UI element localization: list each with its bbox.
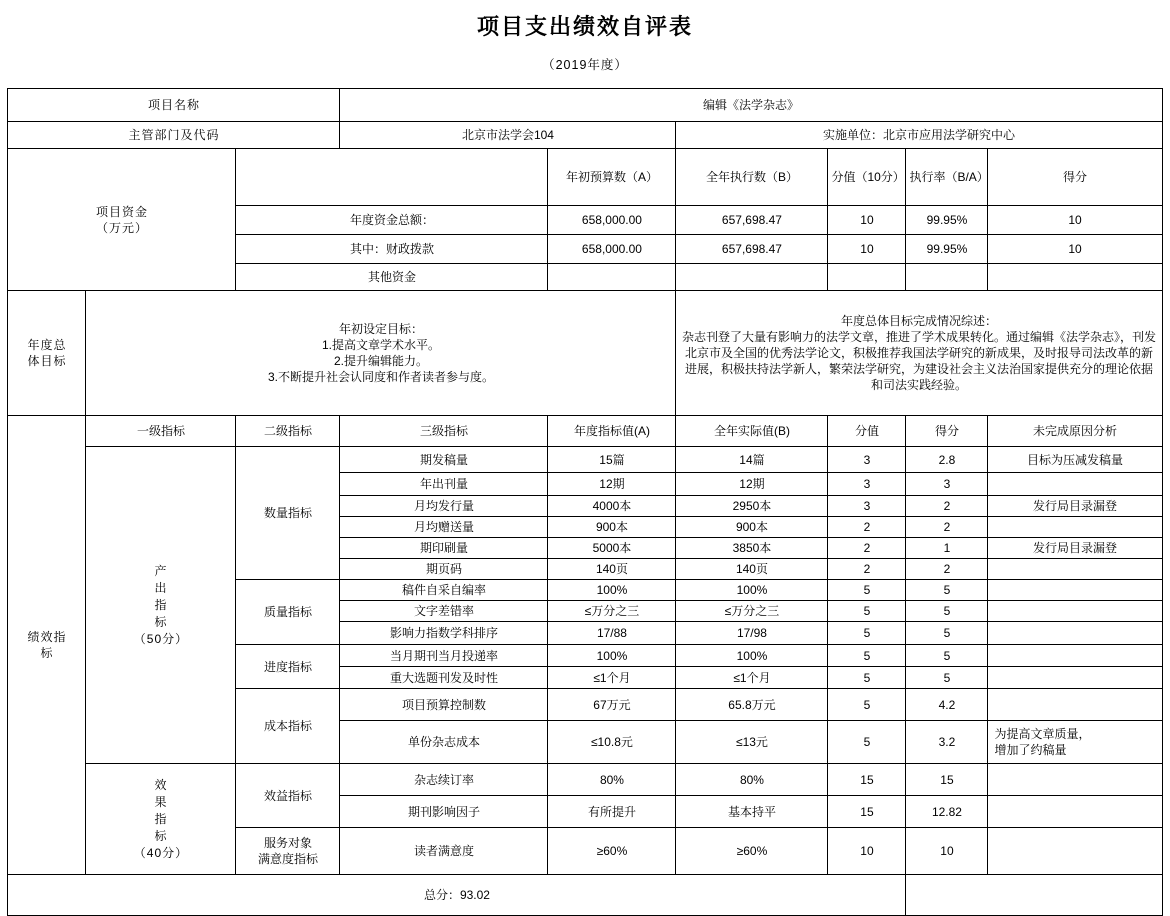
indicator-level3: 稿件自采自编率: [340, 580, 548, 601]
indicators-level1-output-name: 产出指标: [154, 564, 168, 629]
indicator-level3: 读者满意度: [340, 828, 548, 875]
annual-goal-actual-heading: 年度总体目标完成情况综述：: [840, 314, 997, 328]
indicator-points: 5: [828, 601, 906, 622]
indicator-score: 15: [906, 764, 988, 796]
indicator-points: 3: [828, 496, 906, 517]
indicator-score: 2: [906, 517, 988, 538]
indicator-points: 5: [828, 689, 906, 721]
indicator-actual: 2950本: [676, 496, 828, 517]
indicator-level3: 期刊影响因子: [340, 796, 548, 828]
total-score-label: 总分：93.02: [8, 875, 906, 916]
indicator-target: ≥60%: [548, 828, 676, 875]
indicator-target: 15篇: [548, 447, 676, 473]
indicators-root-label: [8, 416, 86, 875]
indicator-points: 5: [828, 622, 906, 645]
funds-col-budget-a: 年初预算数（A）: [548, 149, 676, 206]
indicator-score: 3: [906, 473, 988, 496]
funds-col-score: 得分: [988, 149, 1162, 206]
indicators-col-actual-b: 全年实际值(B): [676, 416, 828, 447]
funds-item-other: 其他资金: [236, 264, 548, 291]
funds-row-label: [8, 149, 236, 291]
indicator-reason: 目标为压减发稿量: [988, 447, 1162, 473]
indicator-target: 67万元: [548, 689, 676, 721]
indicator-level3: 文字差错率: [340, 601, 548, 622]
page-title: 项目支出绩效自评表: [476, 14, 693, 39]
indicator-target: 有所提升: [548, 796, 676, 828]
table-row: [8, 764, 1162, 796]
indicators-level2-cost: 成本指标: [236, 689, 340, 764]
annual-goal-planned: [86, 291, 676, 416]
indicators-level2-quality: 质量指标: [236, 580, 340, 645]
indicator-actual: 17/98: [676, 622, 828, 645]
indicator-reason: [988, 622, 1162, 645]
indicator-reason: [988, 517, 1162, 538]
indicator-actual: ≥60%: [676, 828, 828, 875]
annual-goal-planned-item-1: 1.提高文章学术水平。: [321, 338, 440, 352]
indicator-target: 900本: [548, 517, 676, 538]
funds-col-item: [236, 149, 548, 206]
indicator-points: 5: [828, 667, 906, 689]
indicator-level3: 月均赠送量: [340, 517, 548, 538]
table-row-project-name: [8, 89, 1162, 122]
indicators-level2-quantity: 数量指标: [236, 447, 340, 580]
indicator-score: 5: [906, 645, 988, 667]
performance-self-evaluation-table: [7, 88, 1162, 916]
indicator-target: ≤10.8元: [548, 721, 676, 764]
indicator-reason: [988, 559, 1162, 580]
annual-goal-label-line1: 年度总: [27, 338, 67, 352]
indicator-actual: 65.8万元: [676, 689, 828, 721]
indicator-level3: 期印刷量: [340, 538, 548, 559]
funds-col-points: 分值（10分）: [828, 149, 906, 206]
funds-budget-other: [548, 264, 676, 291]
indicator-level3: 当月期刊当月投递率: [340, 645, 548, 667]
indicator-actual: 3850本: [676, 538, 828, 559]
indicators-level1-output: [86, 447, 236, 764]
indicator-actual: ≤万分之三: [676, 601, 828, 622]
table-row: [8, 447, 1162, 473]
indicator-level3: 项目预算控制数: [340, 689, 548, 721]
indicator-level3: 月均发行量: [340, 496, 548, 517]
indicator-actual: 140页: [676, 559, 828, 580]
indicator-level3: 重大选题刊发及时性: [340, 667, 548, 689]
indicator-score: 5: [906, 601, 988, 622]
indicator-actual: 12期: [676, 473, 828, 496]
indicator-score: 12.82: [906, 796, 988, 828]
indicator-actual: ≤13元: [676, 721, 828, 764]
indicator-points: 3: [828, 473, 906, 496]
indicator-points: 15: [828, 764, 906, 796]
funds-points-other: [828, 264, 906, 291]
indicator-reason: 发行局目录漏登: [988, 496, 1162, 517]
funds-score-appropriation: 10: [988, 235, 1162, 264]
indicator-reason: [988, 721, 1162, 764]
annual-goal-label: [8, 291, 86, 416]
annual-goal-planned-item-2: 2.提升编辑能力。: [333, 354, 428, 368]
funds-points-appropriation: 10: [828, 235, 906, 264]
indicator-score: 10: [906, 828, 988, 875]
funds-item-total: 年度资金总额：: [236, 206, 548, 235]
table-row-annual-goal: [8, 291, 1162, 416]
indicator-score: 5: [906, 580, 988, 601]
indicators-level1-effect-name: 效果指标: [154, 778, 168, 843]
indicator-level3: 单份杂志成本: [340, 721, 548, 764]
annual-goal-planned-item-3: 3.不断提升社会认同度和作者读者参与度。: [267, 370, 494, 384]
indicator-actual: 900本: [676, 517, 828, 538]
funds-budget-total: 658,000.00: [548, 206, 676, 235]
implementation-unit-value: 实施单位：北京市应用法学研究中心: [676, 122, 1162, 149]
indicators-col-level1: 一级指标: [86, 416, 236, 447]
annual-goal-actual-text: 杂志刊登了大量有影响力的法学文章，推进了学术成果转化。通过编辑《法学杂志》，刊发北京市及全国的优秀法学论文，积极推荐我国法学研究的新成果，及时报导司法改革的新进展，积极扶持法学新人，繁荣法学研究，为建设社会主义法治国家提供充分的理论依据和司法实践经验。: [681, 330, 1156, 392]
project-name-label: 项目名称: [8, 89, 340, 122]
total-score-blank: [906, 875, 1162, 916]
indicators-col-points: 分值: [828, 416, 906, 447]
department-label: 主管部门及代码: [8, 122, 340, 149]
indicator-target: 5000本: [548, 538, 676, 559]
indicator-points: 5: [828, 721, 906, 764]
indicator-actual: 80%: [676, 764, 828, 796]
indicator-target: 17/88: [548, 622, 676, 645]
indicators-col-level3: 三级指标: [340, 416, 548, 447]
indicator-points: 5: [828, 580, 906, 601]
page-subtitle: （2019年度）: [542, 58, 628, 72]
indicators-level2-progress: 进度指标: [236, 645, 340, 689]
indicator-reason: [988, 473, 1162, 496]
indicator-actual: 基本持平: [676, 796, 828, 828]
title-block: [0, 0, 1170, 74]
indicator-target: ≤1个月: [548, 667, 676, 689]
indicator-level3: 杂志续订率: [340, 764, 548, 796]
indicator-level3: 期发稿量: [340, 447, 548, 473]
indicator-score: 5: [906, 622, 988, 645]
annual-goal-planned-heading: 年初设定目标：: [338, 322, 423, 336]
table-row-department: [8, 122, 1162, 149]
indicator-points: 2: [828, 559, 906, 580]
indicators-level1-effect-points: （40分）: [133, 846, 189, 860]
indicators-root-label-line1: 绩效指: [27, 630, 67, 644]
annual-goal-actual: [676, 291, 1162, 416]
indicator-reason-line1: 为提高文章质量，: [994, 727, 1091, 741]
indicator-target: 140页: [548, 559, 676, 580]
indicator-points: 2: [828, 538, 906, 559]
table-row-funds-header: [8, 149, 1162, 206]
funds-rate-total: 99.95%: [906, 206, 988, 235]
indicator-actual: 100%: [676, 580, 828, 601]
indicator-reason: [988, 828, 1162, 875]
indicator-reason: [988, 764, 1162, 796]
indicator-score: 2: [906, 559, 988, 580]
indicators-col-level2: 二级指标: [236, 416, 340, 447]
indicators-level1-effect: [86, 764, 236, 875]
indicator-score: 3.2: [906, 721, 988, 764]
indicators-root-label-line2: 标: [40, 646, 54, 660]
department-value: 北京市法学会104: [340, 122, 676, 149]
indicator-target: ≤万分之三: [548, 601, 676, 622]
indicator-points: 2: [828, 517, 906, 538]
indicator-score: 2: [906, 496, 988, 517]
funds-execution-total: 657,698.47: [676, 206, 828, 235]
indicators-level1-output-points: （50分）: [133, 632, 189, 646]
indicator-reason: [988, 796, 1162, 828]
indicator-reason: 发行局目录漏登: [988, 538, 1162, 559]
indicator-level3: 影响力指数学科排序: [340, 622, 548, 645]
indicator-target: 100%: [548, 580, 676, 601]
indicators-col-reason: 未完成原因分析: [988, 416, 1162, 447]
indicator-points: 3: [828, 447, 906, 473]
indicator-reason-line2: 增加了约稿量: [994, 743, 1067, 757]
indicator-level3: 年出刊量: [340, 473, 548, 496]
indicator-target: 80%: [548, 764, 676, 796]
funds-rate-appropriation: 99.95%: [906, 235, 988, 264]
funds-row-label-line2: （万元）: [95, 220, 148, 235]
funds-item-appropriation: 其中：财政拨款: [236, 235, 548, 264]
indicator-actual: 100%: [676, 645, 828, 667]
indicators-col-score: 得分: [906, 416, 988, 447]
indicator-target: 4000本: [548, 496, 676, 517]
indicator-points: 5: [828, 645, 906, 667]
indicator-score: 2.8: [906, 447, 988, 473]
funds-points-total: 10: [828, 206, 906, 235]
indicators-level2-satisfaction-line2: 满意度指标: [257, 852, 318, 866]
indicators-col-target-a: 年度指标值(A): [548, 416, 676, 447]
funds-col-rate: 执行率（B/A）: [906, 149, 988, 206]
annual-goal-label-line2: 体目标: [27, 354, 67, 368]
indicator-actual: ≤1个月: [676, 667, 828, 689]
indicator-reason: [988, 689, 1162, 721]
indicator-reason: [988, 667, 1162, 689]
indicator-target: 100%: [548, 645, 676, 667]
indicator-points: 10: [828, 828, 906, 875]
funds-row-label-line1: 项目资金: [95, 204, 148, 219]
funds-execution-other: [676, 264, 828, 291]
indicator-reason: [988, 601, 1162, 622]
indicator-target: 12期: [548, 473, 676, 496]
project-name-value: 编辑《法学杂志》: [340, 89, 1162, 122]
indicators-level2-satisfaction-line1: 服务对象: [263, 836, 312, 850]
indicators-level2-benefit: 效益指标: [236, 764, 340, 828]
table-row-total-score: [8, 875, 1162, 916]
indicator-level3: 期页码: [340, 559, 548, 580]
indicator-reason: [988, 580, 1162, 601]
funds-budget-appropriation: 658,000.00: [548, 235, 676, 264]
funds-rate-other: [906, 264, 988, 291]
indicator-score: 5: [906, 667, 988, 689]
funds-execution-appropriation: 657,698.47: [676, 235, 828, 264]
funds-score-total: 10: [988, 206, 1162, 235]
indicator-points: 15: [828, 796, 906, 828]
funds-col-execution-b: 全年执行数（B）: [676, 149, 828, 206]
indicator-score: 1: [906, 538, 988, 559]
indicator-reason: [988, 645, 1162, 667]
funds-score-other: [988, 264, 1162, 291]
indicator-actual: 14篇: [676, 447, 828, 473]
indicators-level2-satisfaction: [236, 828, 340, 875]
indicator-score: 4.2: [906, 689, 988, 721]
table-row-indicators-header: [8, 416, 1162, 447]
